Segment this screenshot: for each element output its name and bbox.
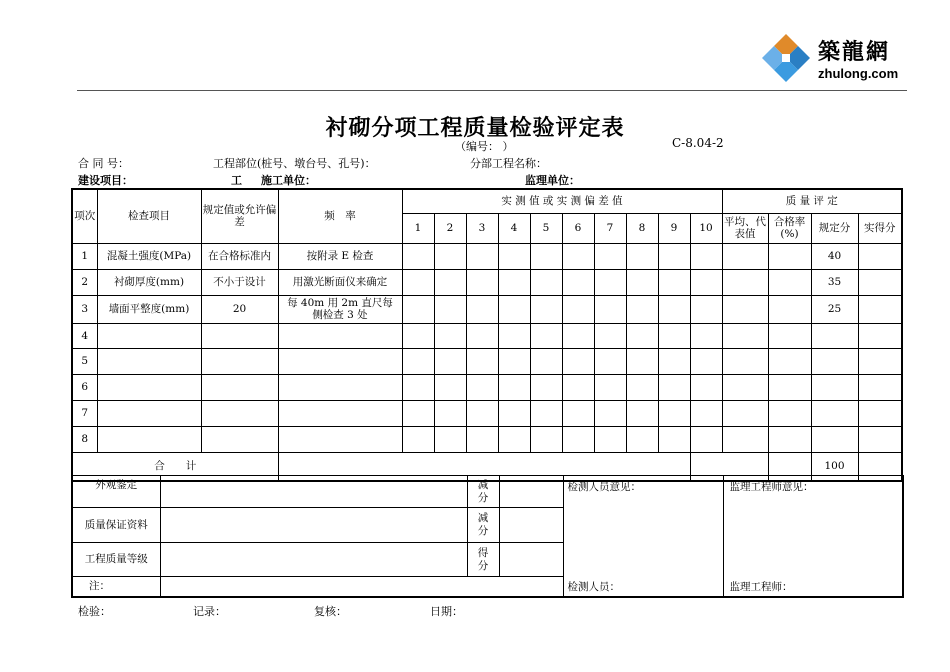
row-frequency (278, 323, 402, 348)
row-spec-score: 25 (811, 295, 858, 323)
measured-cell (402, 400, 434, 426)
deduct-text-1: 减分 (477, 478, 489, 504)
footer-check: 检验： (78, 605, 111, 618)
appearance-value (160, 476, 467, 508)
measured-cell (594, 323, 626, 348)
header-divider (77, 90, 907, 91)
row-spec (201, 348, 278, 374)
measured-cell (562, 348, 594, 374)
row-item: 墙面平整度(mm) (97, 295, 201, 323)
table-row (72, 269, 902, 295)
deduct-text-2: 减分 (477, 512, 489, 537)
pass-rate-cell (768, 323, 811, 348)
average-cell (722, 243, 768, 269)
measured-cell (690, 426, 722, 452)
code-label: （编号： ） (455, 140, 514, 153)
row-spec-score (811, 323, 858, 348)
measured-cell (658, 295, 690, 323)
measured-cell (690, 400, 722, 426)
measured-cell (658, 426, 690, 452)
col-10: 10 (690, 213, 722, 243)
measured-cell (434, 374, 466, 400)
logo-english-text: zhulong.com (818, 66, 899, 81)
engineer-opinion-label: 监理工程师意见： (729, 481, 814, 493)
measured-cell (594, 400, 626, 426)
row-no: 6 (72, 374, 97, 400)
pass-rate-cell (768, 348, 811, 374)
row-no: 7 (72, 400, 97, 426)
measured-cell (530, 269, 562, 295)
build-project-label: 建设项目： (78, 174, 133, 187)
row-no: 1 (72, 243, 97, 269)
work-label: 工 (231, 174, 242, 187)
sub-project-label: 分部工程名称： (470, 157, 547, 170)
inspector-label: 检测人员： (567, 580, 620, 593)
measured-cell (498, 374, 530, 400)
row-spec-score (811, 348, 858, 374)
measured-cell (626, 269, 658, 295)
measured-cell (402, 295, 434, 323)
row-frequency: 用激光断面仪来确定 (278, 269, 402, 295)
measured-cell (498, 269, 530, 295)
row-spec-score (811, 426, 858, 452)
appearance-label: 外观鉴定 (72, 476, 160, 508)
measured-cell (466, 374, 498, 400)
table-row (72, 295, 902, 323)
measured-cell (434, 295, 466, 323)
measured-cell (466, 400, 498, 426)
engineer-label: 监理工程师： (729, 580, 793, 593)
measured-cell (658, 348, 690, 374)
note-value (160, 577, 563, 597)
average-cell (722, 400, 768, 426)
qa-docs-label: 质量保证资料 (72, 508, 160, 543)
col-9: 9 (658, 213, 690, 243)
row-spec (201, 400, 278, 426)
measured-cell (402, 323, 434, 348)
deduct-value-2 (499, 508, 563, 543)
row-no: 4 (72, 323, 97, 348)
measured-cell (562, 323, 594, 348)
inspector-opinion-cell (563, 476, 723, 597)
measured-cell (498, 348, 530, 374)
row-spec-score (811, 400, 858, 426)
header-quality: 质 量 评 定 (722, 189, 902, 213)
measured-cell (498, 323, 530, 348)
measured-cell (690, 295, 722, 323)
header-item: 检查项目 (97, 189, 201, 243)
average-cell (722, 295, 768, 323)
measured-cell (626, 348, 658, 374)
measured-cell (466, 243, 498, 269)
average-cell (722, 348, 768, 374)
pass-rate-cell (768, 269, 811, 295)
pass-rate-cell (768, 426, 811, 452)
measured-cell (402, 269, 434, 295)
row-spec: 在合格标准内 (201, 243, 278, 269)
row-spec-score: 40 (811, 243, 858, 269)
measured-cell (530, 348, 562, 374)
measured-cell (562, 426, 594, 452)
row-frequency (278, 374, 402, 400)
header-measured: 实 测 值 或 实 测 偏 差 值 (402, 189, 722, 213)
measured-cell (658, 374, 690, 400)
measured-cell (402, 243, 434, 269)
measured-cell (690, 243, 722, 269)
measured-cell (594, 243, 626, 269)
measured-cell (594, 295, 626, 323)
row-spec: 20 (201, 295, 278, 323)
average-cell (722, 269, 768, 295)
row-actual-score (858, 374, 902, 400)
col-6: 6 (562, 213, 594, 243)
row-actual-score (858, 243, 902, 269)
construction-unit-label: 施工单位： (261, 174, 316, 187)
col-2: 2 (434, 213, 466, 243)
measured-cell (434, 243, 466, 269)
measured-cell (530, 374, 562, 400)
row-frequency (278, 400, 402, 426)
row-item (97, 426, 201, 452)
location-label: 工程部位(桩号、墩台号、孔号)： (213, 157, 376, 170)
supervision-unit-label: 监理单位： (525, 174, 580, 187)
row-item: 混凝土强度(MPa) (97, 243, 201, 269)
deduct-value-1 (499, 476, 563, 508)
pass-rate-cell (768, 374, 811, 400)
measured-cell (530, 400, 562, 426)
measured-cell (498, 400, 530, 426)
measured-cell (530, 243, 562, 269)
zhulong-logo-icon (760, 32, 812, 84)
measured-cell (594, 426, 626, 452)
measured-cell (690, 348, 722, 374)
assessment-table (71, 475, 904, 598)
pass-rate-cell (768, 400, 811, 426)
header-pass-rate: 合格率(%) (768, 213, 811, 243)
row-item (97, 400, 201, 426)
measured-cell (402, 348, 434, 374)
col-5: 5 (530, 213, 562, 243)
row-item (97, 374, 201, 400)
measured-cell (402, 374, 434, 400)
measured-cell (434, 269, 466, 295)
row-frequency (278, 348, 402, 374)
col-8: 8 (626, 213, 658, 243)
measured-cell (626, 243, 658, 269)
measured-cell (690, 323, 722, 348)
grade-label: 工程质量等级 (72, 543, 160, 577)
row-spec-score: 35 (811, 269, 858, 295)
table-row (72, 400, 902, 426)
footer-record: 记录： (193, 605, 226, 618)
average-cell (722, 374, 768, 400)
note-label: 注： (72, 577, 160, 597)
measured-cell (466, 295, 498, 323)
header-actual-score: 实得分 (858, 213, 902, 243)
form-number: C-8.04-2 (672, 136, 724, 150)
deduct-label-2 (467, 508, 499, 543)
measured-cell (690, 269, 722, 295)
row-item (97, 348, 201, 374)
row-frequency: 按附录 E 检查 (278, 243, 402, 269)
measured-cell (434, 400, 466, 426)
table-row (72, 348, 902, 374)
header-spec: 规定值或允许偏差 (201, 189, 278, 243)
row-actual-score (858, 400, 902, 426)
row-actual-score (858, 323, 902, 348)
row-spec (201, 426, 278, 452)
measured-cell (562, 295, 594, 323)
header-frequency: 频 率 (278, 189, 402, 243)
measured-cell (626, 295, 658, 323)
row-spec: 不小于设计 (201, 269, 278, 295)
score-label (467, 543, 499, 577)
measured-cell (658, 323, 690, 348)
measured-cell (434, 426, 466, 452)
measured-cell (466, 348, 498, 374)
measured-cell (498, 295, 530, 323)
score-value (499, 543, 563, 577)
row-spec (201, 374, 278, 400)
measured-cell (530, 323, 562, 348)
page-title: 衬砌分项工程质量检验评定表 (325, 115, 625, 141)
header-average: 平均、代表值 (722, 213, 768, 243)
measured-cell (402, 426, 434, 452)
measured-cell (498, 243, 530, 269)
row-no: 3 (72, 295, 97, 323)
row-actual-score (858, 295, 902, 323)
qa-docs-value (160, 508, 467, 543)
measured-cell (434, 323, 466, 348)
row-actual-score (858, 269, 902, 295)
row-actual-score (858, 348, 902, 374)
measured-cell (626, 400, 658, 426)
measured-cell (562, 400, 594, 426)
row-frequency: 每 40m 用 2m 直尺每侧检查 3 处 (278, 295, 402, 323)
total-label: 合 计 (72, 452, 278, 481)
measured-cell (626, 323, 658, 348)
measured-cell (466, 426, 498, 452)
measured-cell (562, 269, 594, 295)
measured-cell (594, 374, 626, 400)
row-spec (201, 323, 278, 348)
measured-cell (466, 269, 498, 295)
header-no: 项次 (72, 189, 97, 243)
measured-cell (626, 426, 658, 452)
row-no: 5 (72, 348, 97, 374)
measured-cell (594, 348, 626, 374)
table-row (72, 374, 902, 400)
col-3: 3 (466, 213, 498, 243)
measured-cell (658, 400, 690, 426)
footer-review: 复核： (314, 605, 347, 618)
row-actual-score (858, 426, 902, 452)
measured-cell (626, 374, 658, 400)
measured-cell (562, 374, 594, 400)
row-item (97, 323, 201, 348)
grade-value (160, 543, 467, 577)
row-frequency (278, 426, 402, 452)
row-no: 2 (72, 269, 97, 295)
measured-cell (498, 426, 530, 452)
col-4: 4 (498, 213, 530, 243)
header-spec-score: 规定分 (811, 213, 858, 243)
footer-date: 日期： (430, 605, 463, 618)
measured-cell (530, 426, 562, 452)
row-item: 衬砌厚度(mm) (97, 269, 201, 295)
table-row (72, 323, 902, 348)
engineer-opinion-cell (723, 476, 903, 597)
pass-rate-cell (768, 295, 811, 323)
pass-rate-cell (768, 243, 811, 269)
contract-label: 合 同 号： (78, 157, 129, 170)
table-row (72, 243, 902, 269)
measured-cell (658, 243, 690, 269)
measured-cell (594, 269, 626, 295)
average-cell (722, 323, 768, 348)
inspector-opinion-label: 检测人员意见： (567, 481, 641, 493)
table-row (72, 426, 902, 452)
measured-cell (530, 295, 562, 323)
deduct-label-1 (467, 476, 499, 508)
measured-cell (466, 323, 498, 348)
average-cell (722, 426, 768, 452)
measured-cell (658, 269, 690, 295)
score-text: 得分 (477, 546, 489, 572)
row-no: 8 (72, 426, 97, 452)
row-spec-score (811, 374, 858, 400)
inspection-table (71, 188, 903, 482)
measured-cell (562, 243, 594, 269)
total-score: 100 (811, 452, 858, 481)
measured-cell (690, 374, 722, 400)
logo-chinese-text: 築龍網 (818, 39, 891, 65)
col-7: 7 (594, 213, 626, 243)
col-1: 1 (402, 213, 434, 243)
measured-cell (434, 348, 466, 374)
